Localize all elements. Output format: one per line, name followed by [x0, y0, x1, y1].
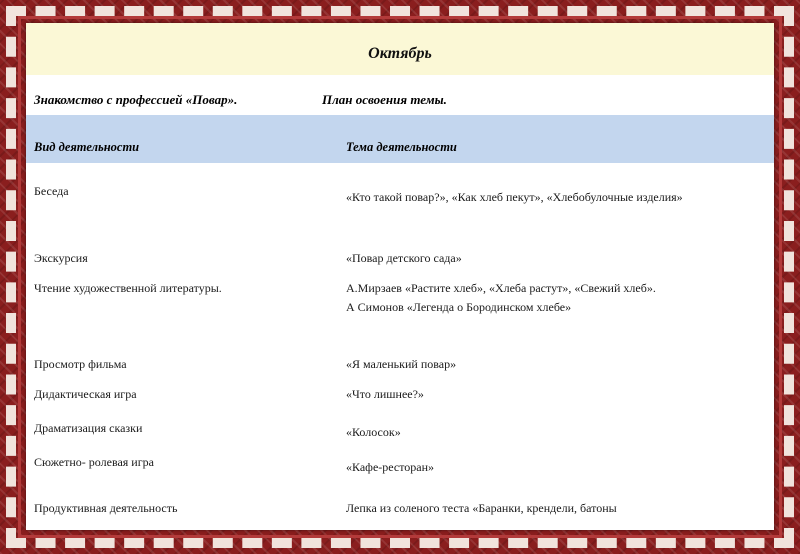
activity-cell: Дидактическая игра: [34, 387, 137, 401]
theme-cell: «Кафе-ресторан»: [346, 460, 435, 474]
activity-cell: Драматизация сказки: [34, 421, 143, 435]
theme-cell: Лепка из соленого теста «Баранки, крендели, батоны: [346, 501, 617, 515]
column-header-activity: Вид деятельности: [34, 140, 140, 154]
table-row: [26, 245, 774, 271]
table-row: [26, 415, 774, 449]
activity-cell: Просмотр фильма: [34, 357, 127, 371]
month-title: Октябрь: [368, 45, 432, 62]
theme-cell: «Повар детского сада»: [346, 251, 462, 265]
title-row: [26, 23, 774, 75]
theme-cell: А.Мирзаев «Растите хлеб», «Хлеба растут», «Свежий хлеб».: [346, 281, 656, 295]
plan-title: План освоения темы.: [322, 92, 447, 107]
table-row: [26, 349, 774, 379]
activity-cell: Беседа: [34, 184, 69, 198]
plan-table: [26, 23, 774, 530]
column-header-row: [26, 115, 774, 163]
table-row: [26, 495, 774, 530]
table-row: [26, 451, 774, 491]
topic-title: Знакомство с профессией «Повар».: [34, 92, 238, 107]
theme-cell: «Что лишнее?»: [346, 387, 424, 401]
theme-cell-line2: А Симонов «Легенда о Бородинском хлебе»: [346, 300, 572, 314]
table-row: [26, 275, 774, 345]
activity-cell: Сюжетно- ролевая игра: [34, 455, 154, 469]
theme-cell: «Я маленький повар»: [346, 357, 457, 371]
activity-cell: Чтение художественной литературы.: [34, 281, 222, 295]
table-body: [26, 163, 774, 530]
column-header-theme: Тема деятельности: [346, 140, 457, 154]
table-row: [26, 163, 774, 225]
topic-row: [26, 85, 774, 113]
activity-cell: Продуктивная деятельность: [34, 501, 178, 515]
theme-cell: «Колосок»: [346, 425, 401, 439]
table-row: [26, 381, 774, 413]
activity-cell: Экскурсия: [34, 251, 88, 265]
theme-cell: «Кто такой повар?», «Как хлеб пекут», «Хлебобулочные изделия»: [346, 190, 683, 204]
